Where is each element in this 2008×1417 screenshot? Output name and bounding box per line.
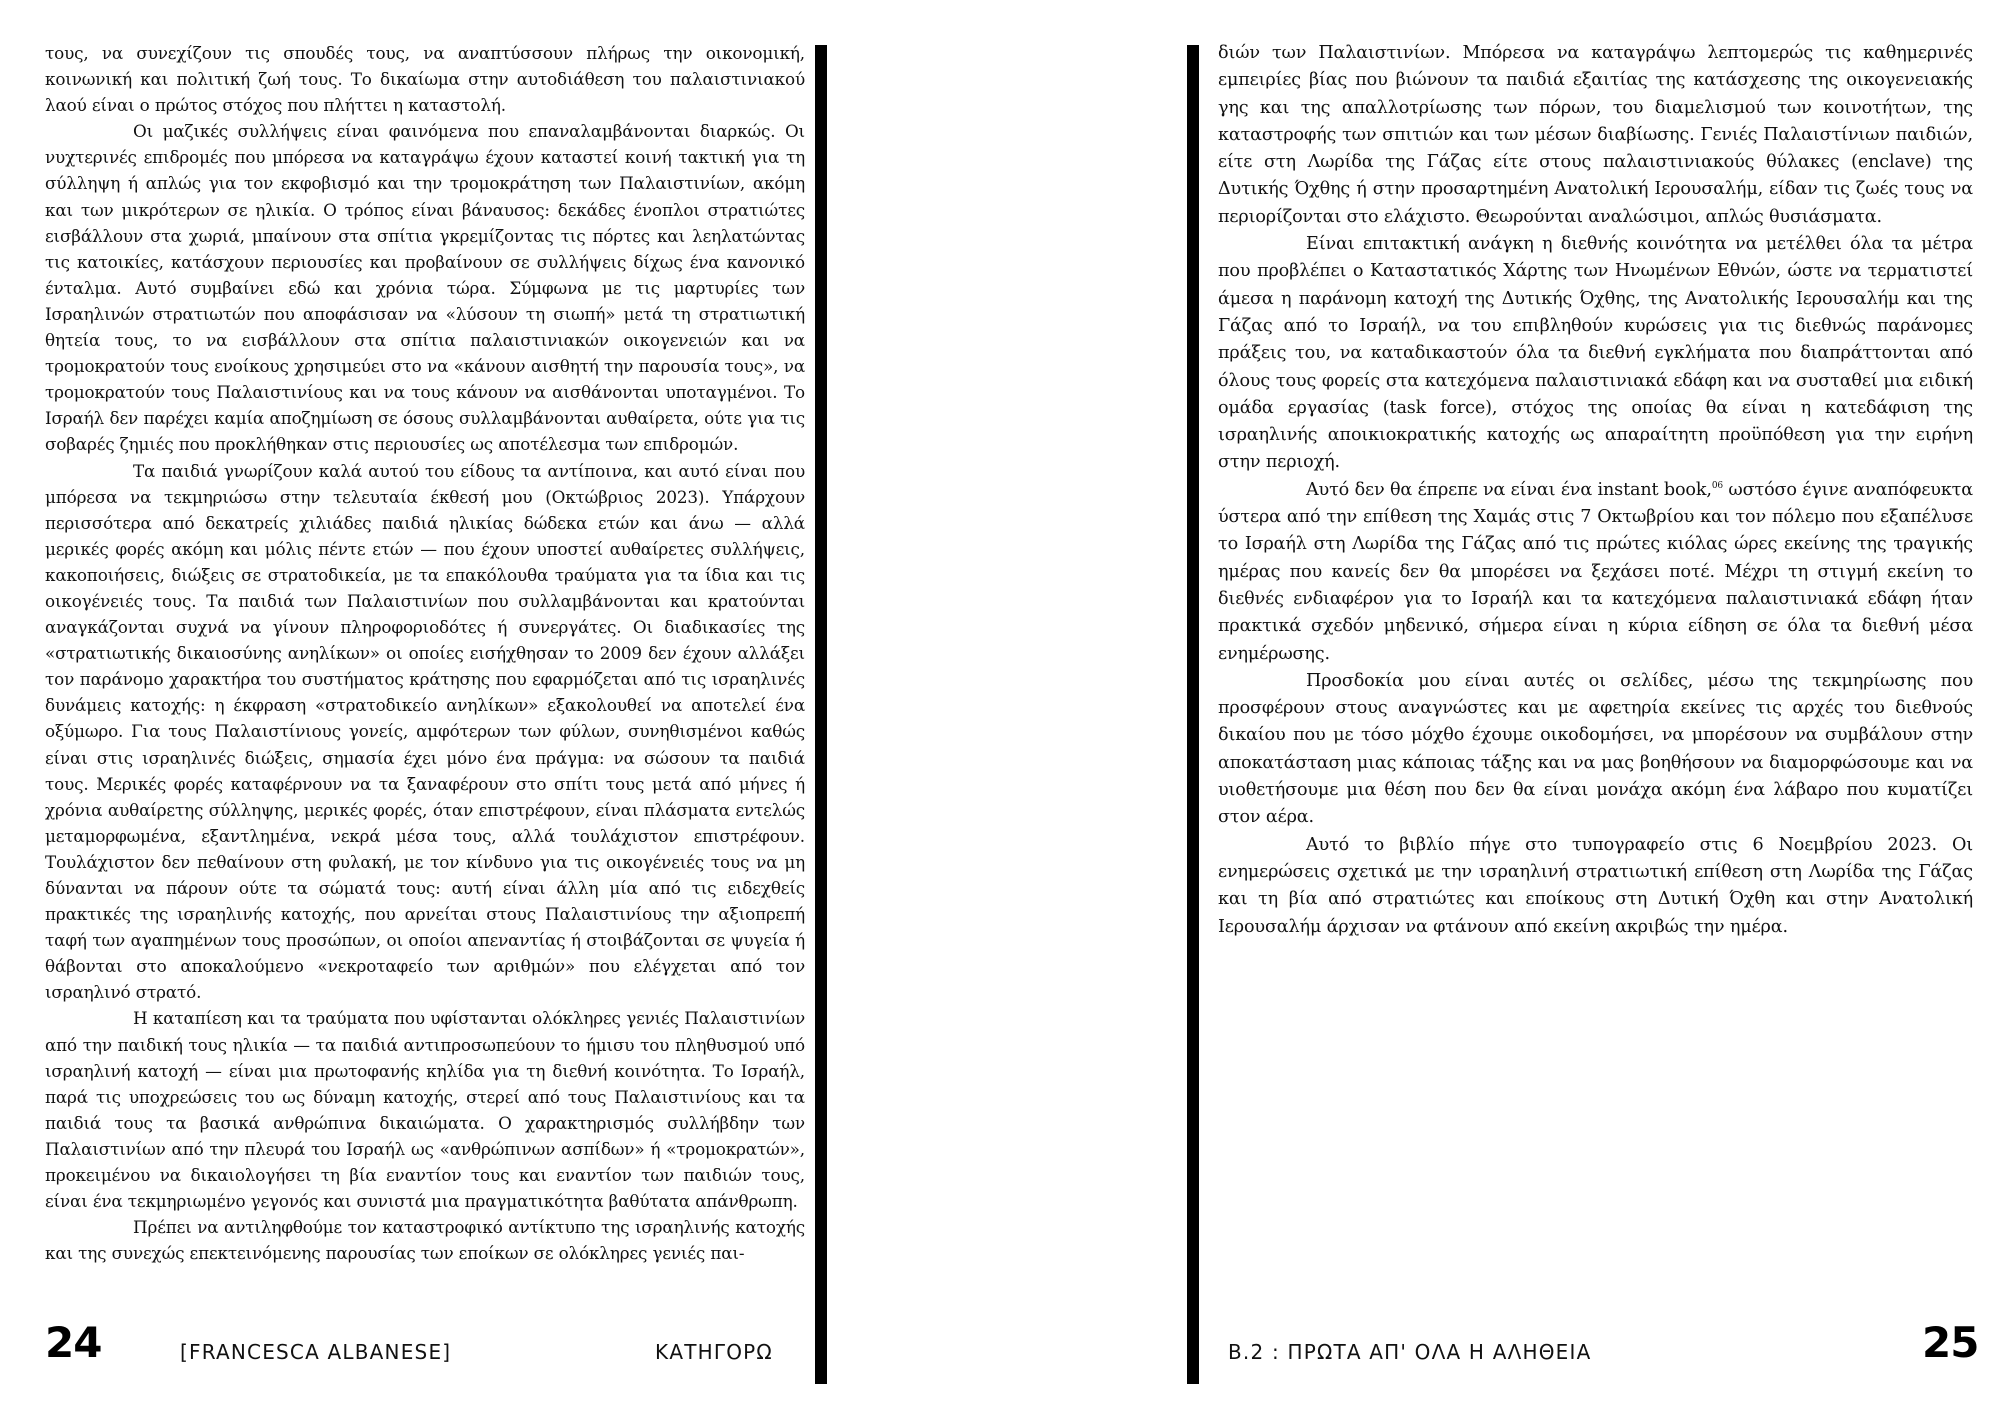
running-title: ΚΑΤΗΓΟΡΩ: [655, 1340, 773, 1364]
paragraph: Πρέπει να αντιληφθούμε τον καταστροφικό αντίκτυπο της ισραηλινής κατοχής και της συνεχώς επεκτεινόμενης παρουσίας των εποίκων σε ολόκληρες γενιές παι-: [45, 1217, 805, 1264]
author-name: [FRANCESCA ALBANESE]: [180, 1340, 452, 1364]
paragraph: Η καταπίεση και τα τραύματα που υφίστανται ολόκληρες γενιές Παλαιστινίων από την παιδική τους ηλικία — τα παιδιά αντιπροσωπεύουν το ήμισυ του πληθυσμού υπό ισραηλινή κατοχή — είναι μια πρωτοφανής κηλίδα για τη διεθνή κοινότητα. Το Ισραήλ, παρά τις υποχρεώσεις του ως δύναμη κατοχής, στερεί από τους Παλαιστινίους και τα παιδιά τους τα βασικά ανθρώπινα δικαιώματα. Ο χαρακτηρισμός συλλήβδην των Παλαιστινίων από την πλευρά του Ισραήλ ως «ανθρώπινων ασπίδων» ή «τρομοκρατών», προκειμένου να δικαιολογήσει τη βία εναντίον τους και εναντίον των παιδιών τους, είναι ένα τεκμηριωμένο γεγονός και συνιστά μια πραγματικότητα βαθύτατα απάνθρωπη.: [45, 1008, 805, 1212]
vertical-rule: [815, 45, 827, 1384]
paragraph: Οι μαζικές συλλήψεις είναι φαινόμενα που επαναλαμβάνονται διαρκώς. Οι νυχτερινές επιδρομές που μπόρεσα να καταγράψω έχουν καταστεί κοινή τακτική για τη σύλληψη ή απλώς για τον εκφοβισμό και την τρομοκράτηση των Παλαιστινίων, ακόμη και των μικρότερων σε ηλικία. Ο τρόπος είναι βάναυσος: δεκάδες ένοπλοι στρατιώτες εισβάλλουν στα χωριά, μπαίνουν στα σπίτια γκρεμίζοντας τις πόρτες και λεηλατώντας τις κατοικίες, κατάσχουν περιουσίες και προβαίνουν σε συλλήψεις δίχως ένα κανονικό ένταλμα. Αυτό συμβαίνει εδώ και χρόνια τώρα. Σύμφωνα με τις μαρτυρίες των Ισραηλινών στρατιωτών που αποφάσισαν να «λύσουν τη σιωπή» μετά τη στρατιωτική θητεία τους, το να εισβάλλουν στα σπίτια παλαιστινιακών οικογενειών και να τρομοκρατούν τους ενοίκους χρησιμεύει στο να «κάνουν αισθητή την παρουσία τους», να τρομοκρατούν τους Παλαιστινίους και να τους κάνουν να αισθάνονται υποταγμένοι. Το Ισραήλ δεν παρέχει καμία αποζημίωση σε όσους συλλαμβάνονται αυθαίρετα, ούτε για τις σοβαρές ζημιές που προκλήθηκαν στις περιουσίες ως αποτέλεσμα των επιδρομών.: [45, 121, 805, 455]
left-text-column: [45, 40, 805, 1266]
paragraph-text: Αυτό δεν θα έπρεπε να είναι ένα instant book,: [1306, 479, 1712, 500]
paragraph: Τα παιδιά γνωρίζουν καλά αυτού του είδους τα αντίποινα, και αυτό είναι που μπόρεσα να τεκμηριώσω στην τελευταία έκθεσή μου (Οκτώβριος 2023). Υπάρχουν περισσότερα από δεκατρείς χιλιάδες παιδιά ηλικίας δώδεκα ετών και άνω — αλλά μερικές φορές ακόμη και μόλις πέντε ετών — που έχουν υποστεί αυθαίρετες συλλήψεις, κακοποιήσεις, διώξεις σε στρατοδικεία, με τα επακόλουθα τραύματα για τα ίδια και τις οικογένειές τους. Τα παιδιά των Παλαιστινίων που συλλαμβάνονται και κρατούνται αναγκάζονται συχνά να γίνουν πληροφοριοδότες ή συνεργάτες. Οι διαδικασίες της «στρατιωτικής δικαιοσύνης ανηλίκων» οι οποίες εισήχθησαν το 2009 δεν έχουν αλλάξει τον παράνομο χαρακτήρα του συστήματος κράτησης που εφαρμόζεται από τις ισραηλινές δυνάμεις κατοχής: η έκφραση «στρατοδικείο ανηλίκων» εξακολουθεί να αποτελεί ένα οξύμωρο. Για τους Παλαιστίνιους γονείς, αμφότερων των φύλων, συνηθισμένοι καθώς είναι στις ισραηλινές διώξεις, σημασία έχει μόνο ένα πράγμα: να σώσουν τα παιδιά τους. Μερικές φορές καταφέρνουν να τα ξαναφέρουν στο σπίτι τους μετά από μήνες ή χρόνια αυθαίρετης σύλληψης, μερικές φορές, όταν επιστρέφουν, είναι πλάσματα εντελώς μεταμορφωμένα, εξαντλημένα, νεκρά μέσα τους, αλλά τουλάχιστον επιστρέφουν. Τουλάχιστον δεν πεθαίνουν στη φυλακή, με τον κίνδυνο για τις οικογένειές τους να μη δύνανται να πάρουν ούτε τα σώματά τους: αυτή είναι άλλη μία από τις ειδεχθείς πρακτικές της ισραηλινής κατοχής, που αρνείται στους Παλαιστινίους την αξιοπρεπή ταφή των αγαπημένων τους προσώπων, οι οποίοι απεναντίας ή στοιβάζονται σε ψυγεία ή θάβονται στο αποκαλούμενο «νεκροταφείο των αριθμών» που ελέγχεται από τον ισραηλινό στρατό.: [45, 460, 805, 1003]
paragraph-text: ωστόσο έγινε αναπόφευκτα ύστερα από την επίθεση της Χαμάς στις 7 Οκτωβρίου και τον πόλεμο που εξαπέλυσε το Ισραήλ στη Λωρίδα της Γάζας από τις πρώτες κιόλας ώρες εκείνης της τραγικής ημέρας που κανείς δεν θα μπορέσει να ξεχάσει ποτέ. Μέχρι τη στιγμή εκείνη το διεθνές ενδιαφέρον για το Ισραήλ και τα κατεχόμενα παλαιστινιακά εδάφη ήταν πρακτικά σχεδόν μηδενικό, σήμερα είναι η κύρια είδηση σε όλα τα διεθνή μέσα ενημέρωσης.: [1218, 479, 1973, 664]
paragraph: Είναι επιτακτική ανάγκη η διεθνής κοινότητα να μετέλθει όλα τα μέτρα που προβλέπει ο Καταστατικός Χάρτης των Ηνωμένων Εθνών, ώστε να τερματιστεί άμεσα η παράνομη κατοχή της Δυτικής Όχθης, της Ανατολικής Ιερουσαλήμ και της Γάζας από το Ισραήλ, να του επιβληθούν κυρώσεις για τις διεθνώς παράνομες πράξεις του, να καταδικαστούν όλα τα διεθνή εγκλήματα που διαπράττονται από όλους τους φορείς στα κατεχόμενα παλαιστινιακά εδάφη και να συσταθεί μια ειδική ομάδα εργασίας (task force), στόχος της οποίας θα είναι η κατεδάφιση της ισραηλινής αποικιοκρατικής κατοχής ως απαραίτητη προϋπόθεση για την ειρήνη στην περιοχή.: [1218, 234, 1973, 473]
footnote-marker[interactable]: 06: [1711, 480, 1723, 491]
paragraph: Προσδοκία μου είναι αυτές οι σελίδες, μέσω της τεκμηρίωσης που προσφέρουν στους αναγνώστες και με αφετηρία εκείνες τις αρχές του διεθνούς δικαίου που με τόσο μόχθο έχουμε οικοδομήσει, να μπορέσουν να συμβάλουν στην αποκατάσταση μιας κάποιας τάξης και να μας βοηθήσουν να διαμορφώσουμε και να υιοθετήσουμε μια θέση που δεν θα είναι μονάχα ακόμη ένα λάβαρο που κυματίζει στον αέρα.: [1218, 670, 1973, 828]
right-page: [1004, 0, 2008, 1417]
vertical-rule: [1187, 45, 1199, 1384]
paragraph: τους, να συνεχίζουν τις σπουδές τους, να αναπτύσσουν πλήρως την οικονομική, κοινωνική και πολιτική ζωή τους. Το δικαίωμα στην αυτοδιάθεση του παλαιστινιακού λαού είναι ο πρώτος στόχος που πλήττει η καταστολή.: [45, 43, 805, 116]
paragraph: Αυτό το βιβλίο πήγε στο τυπογραφείο στις 6 Νοεμβρίου 2023. Οι ενημερώσεις σχετικά με την ισραηλινή στρατιωτική επίθεση στη Λωρίδα της Γάζας και τη βία από στρατιώτες και εποίκους στη Δυτική Όχθη και στην Ανατολική Ιερουσαλήμ άρχισαν να φτάνουν από εκείνη ακριβώς την ημέρα.: [1218, 834, 1973, 937]
running-title: B.2 : ΠΡΩΤΑ ΑΠ' ΟΛΑ Η ΑΛΗΘΕΙΑ: [1228, 1340, 1592, 1364]
right-text-column: [1218, 40, 1973, 941]
page-number: 24: [45, 1318, 102, 1367]
page-number: 25: [1922, 1318, 1979, 1367]
paragraph: [1218, 477, 1973, 668]
paragraph: διών των Παλαιστινίων. Μπόρεσα να καταγράψω λεπτομερώς τις καθημερινές εμπειρίες βίας που βιώνουν τα παιδιά εξαιτίας της κατάσχεσης της οικογενειακής γης και της απαλλοτρίωσης των πόρων, του διαμελισμού των κοινοτήτων, της καταστροφής των σπιτιών και των μέσων διαβίωσης. Γενιές Παλαιστίνιων παιδιών, είτε στη Λωρίδα της Γάζας είτε στους παλαιστινιακούς θύλακες (enclave) της Δυτικής Όχθης ή στην προσαρτημένη Ανατολική Ιερουσαλήμ, είδαν τις ζωές τους να περιορίζονται στο ελάχιστο. Θεωρούνται αναλώσιμοι, απλώς θυσιάσματα.: [1218, 43, 1973, 227]
